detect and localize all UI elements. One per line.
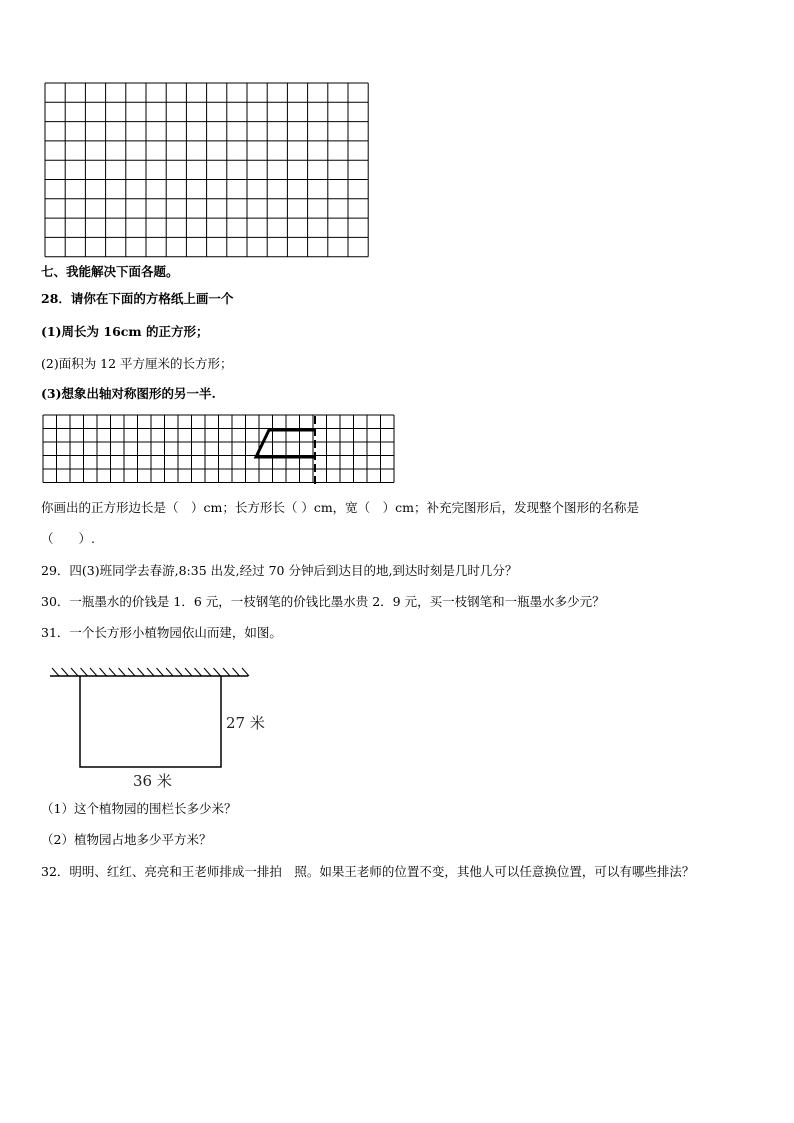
q32-text: 32．明明、红红、亮亮和王老师排成一排拍 照。如果王老师的位置不变，其他人可以任意换位置，可以有哪些排法？: [41, 864, 695, 879]
garden-bottom-label: 36 米: [133, 772, 172, 790]
q30-text: 30．一瓶墨水的价钱是 1．6 元，一枝钢笔的价钱比墨水贵 2．9 元，买一枝钢笔和一瓶墨水多少元？: [41, 594, 605, 609]
q28-item-1: (1)周长为 16cm 的正方形；: [41, 324, 209, 339]
q28-item-3: (3)想象出轴对称图形的另一半.: [41, 386, 216, 401]
q28-answer-line-2: （ ）.: [41, 531, 95, 546]
q28-item-2: (2)面积为 12 平方厘米的长方形；: [41, 356, 233, 371]
section-7-title: 七、我能解决下面各题。: [41, 264, 179, 279]
q28-answer-line-1: 你画出的正方形边长是（ ）cm；长方形长（ ）cm，宽（ ）cm；补充完图形后，发现整个图形的名称是: [41, 500, 640, 515]
garden-diagram: [48, 664, 253, 774]
top-grid-paper: [44, 82, 371, 258]
q28-prompt: 28．请你在下面的方格纸上画一个: [41, 291, 234, 306]
q29-text: 29．四(3)班同学去春游,8:35 出发,经过 70 分钟后到达目的地,到达时刻是几时几分？: [41, 563, 518, 578]
q31-text: 31．一个长方形小植物园依山而建，如图。: [41, 625, 282, 640]
garden-rectangle: [80, 676, 221, 767]
symmetry-grid-paper: [42, 414, 402, 484]
garden-side-label: 27 米: [226, 714, 265, 732]
q31-sub-2: （2）植物园占地多少平方米？: [41, 832, 212, 847]
q31-sub-1: （1）这个植物园的围栏长多少米？: [41, 801, 237, 816]
